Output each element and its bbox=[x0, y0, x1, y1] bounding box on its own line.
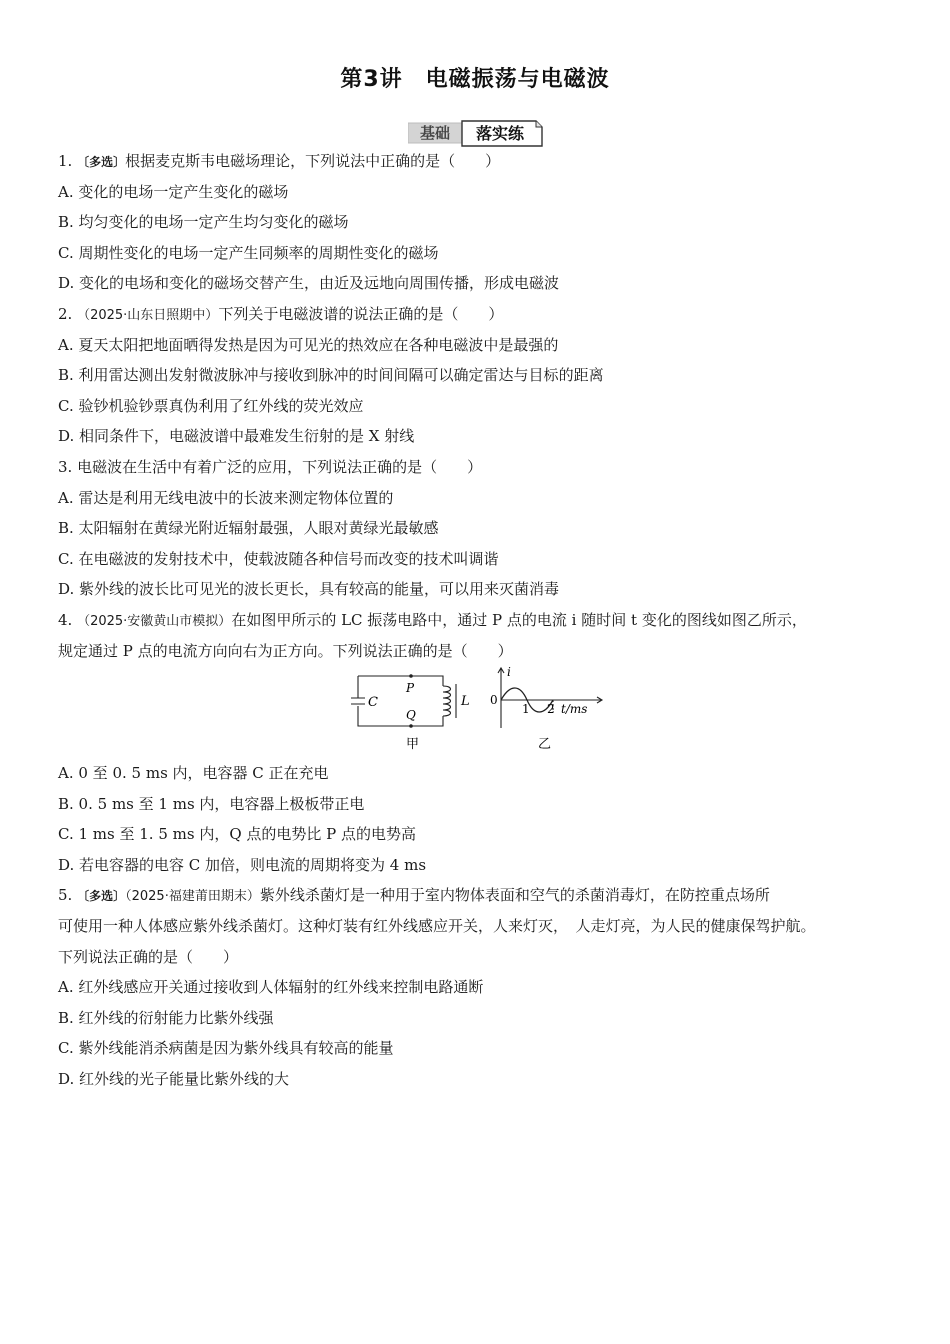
banner-left-label: 基础 bbox=[419, 124, 451, 142]
option-a: A. 夏天太阳把地面晒得发热是因为可见光的热效应在各种电磁波中是最强的 bbox=[58, 335, 559, 354]
stem-text: 紫外线杀菌灯是一种用于室内物体表面和空气的杀菌消毒灯，在防控重点场所 bbox=[259, 886, 770, 905]
figure-caption-b: 乙 bbox=[538, 737, 552, 753]
capacitor-symbol bbox=[351, 698, 365, 704]
question-stem-continued: 可使用一种人体感应紫外线杀菌灯。这种灯装有红外线感应开关，人来灯灭， 人走灯亮，为人民的健康保驾护航。 bbox=[58, 917, 816, 936]
capacitor-label: C bbox=[368, 695, 378, 711]
option-b: B. 红外线的衍射能力比紫外线强 bbox=[58, 1008, 274, 1027]
question-stem bbox=[58, 605, 908, 636]
point-q-label: Q bbox=[406, 708, 416, 723]
option-b: B. 太阳辐射在黄绿光附近辐射最强，人眼对黄绿光最敏感 bbox=[58, 519, 439, 538]
option-d: D. 红外线的光子能量比紫外线的大 bbox=[58, 1070, 290, 1089]
stem-text: 下列关于电磁波谱的说法正确的是（ ） bbox=[218, 304, 504, 323]
option-c: C. 1 ms 至 1. 5 ms 内，Q 点的电势比 P 点的电势高 bbox=[58, 825, 417, 844]
question-stem bbox=[58, 452, 908, 483]
option-d: D. 紫外线的波长比可见光的波长更长，具有较高的能量，可以用来灭菌消毒 bbox=[58, 580, 560, 599]
question-5 bbox=[58, 880, 908, 1094]
question-source: （2025·山东日照期中） bbox=[77, 307, 219, 323]
option-a: A. 变化的电场一定产生变化的磁场 bbox=[58, 182, 289, 201]
stem-text: 根据麦克斯韦电磁场理论，下列说法中正确的是（ ） bbox=[125, 152, 501, 170]
y-axis-label: i bbox=[507, 666, 511, 680]
section-banner bbox=[408, 118, 548, 148]
option-a: A. 雷达是利用无线电波中的长波来测定物体位置的 bbox=[58, 488, 394, 507]
question-1 bbox=[58, 146, 908, 299]
x-axis-label: t/ms bbox=[561, 702, 588, 717]
tick-2-label: 2 bbox=[547, 702, 555, 717]
multi-select-tag: 〔多选〕 bbox=[77, 889, 126, 904]
tick-1-label: 1 bbox=[522, 702, 530, 717]
multi-select-tag: 〔多选〕 bbox=[77, 155, 126, 169]
lc-circuit-diagram bbox=[351, 676, 456, 726]
point-p-label: P bbox=[406, 681, 415, 696]
page-title: 第3讲 电磁振荡与电磁波 bbox=[340, 67, 610, 92]
banner-right-label: 落实练 bbox=[475, 124, 525, 143]
question-number: 2. bbox=[58, 304, 78, 323]
point-p-dot bbox=[409, 674, 413, 678]
question-stem-continued: 规定通过 P 点的电流方向向右为正方向。下列说法正确的是（ ） bbox=[58, 641, 513, 660]
option-d: D. 相同条件下，电磁波谱中最难发生衍射的是 X 射线 bbox=[58, 427, 415, 446]
lc-figure bbox=[350, 666, 610, 758]
option-c: C. 验钞机验钞票真伪利用了红外线的荧光效应 bbox=[58, 396, 364, 415]
option-a: A. 0 至 0. 5 ms 内，电容器 C 正在充电 bbox=[58, 764, 329, 783]
question-source: （2025·安徽黄山市模拟） bbox=[77, 613, 232, 629]
stem-text: 电磁波在生活中有着广泛的应用，下列说法正确的是（ ） bbox=[77, 457, 483, 476]
question-stem bbox=[58, 299, 908, 330]
option-c: C. 在电磁波的发射技术中，使载波随各种信号而改变的技术叫调谐 bbox=[58, 549, 499, 568]
question-stem bbox=[58, 880, 908, 911]
question-number: 3. bbox=[58, 457, 78, 476]
banner-graphic bbox=[408, 118, 548, 148]
option-c: C. 紫外线能消杀病菌是因为紫外线具有较高的能量 bbox=[58, 1039, 394, 1058]
option-c: C. 周期性变化的电场一定产生同频率的周期性变化的磁场 bbox=[58, 243, 439, 262]
question-source: （2025·福建莆田期末） bbox=[125, 889, 260, 905]
option-b: B. 0. 5 ms 至 1 ms 内，电容器上极板带正电 bbox=[58, 794, 365, 813]
question-number: 4. bbox=[58, 610, 78, 629]
question-list bbox=[58, 146, 908, 1095]
question-2 bbox=[58, 299, 908, 452]
question-4 bbox=[58, 605, 908, 881]
question-figure bbox=[58, 666, 908, 758]
option-b: B. 利用雷达测出发射微波脉冲与接收到脉冲的时间间隔可以确定雷达与目标的距离 bbox=[58, 366, 604, 385]
question-stem-continued: 下列说法正确的是（ ） bbox=[58, 947, 239, 966]
option-b: B. 均匀变化的电场一定产生均匀变化的磁场 bbox=[58, 213, 349, 232]
origin-label: 0 bbox=[490, 693, 498, 708]
stem-text: 在如图甲所示的 LC 振荡电路中，通过 P 点的电流 i 随时间 t 变化的图线如图乙所示， bbox=[231, 610, 807, 629]
option-d: D. 若电容器的电容 C 加倍，则电流的周期将变为 4 ms bbox=[58, 855, 427, 874]
current-time-graph bbox=[498, 668, 602, 728]
option-d: D. 变化的电场和变化的磁场交替产生，由近及远地向周围传播，形成电磁波 bbox=[58, 274, 560, 293]
question-3 bbox=[58, 452, 908, 605]
question-number: 5. bbox=[58, 886, 78, 905]
inductor-label: L bbox=[461, 694, 470, 710]
question-stem bbox=[58, 146, 908, 177]
option-a: A. 红外线感应开关通过接收到人体辐射的红外线来控制电路通断 bbox=[58, 978, 484, 997]
inductor-symbol bbox=[443, 686, 451, 716]
figure-caption-a: 甲 bbox=[406, 737, 420, 753]
question-number: 1. bbox=[58, 152, 78, 170]
point-q-dot bbox=[409, 724, 413, 728]
